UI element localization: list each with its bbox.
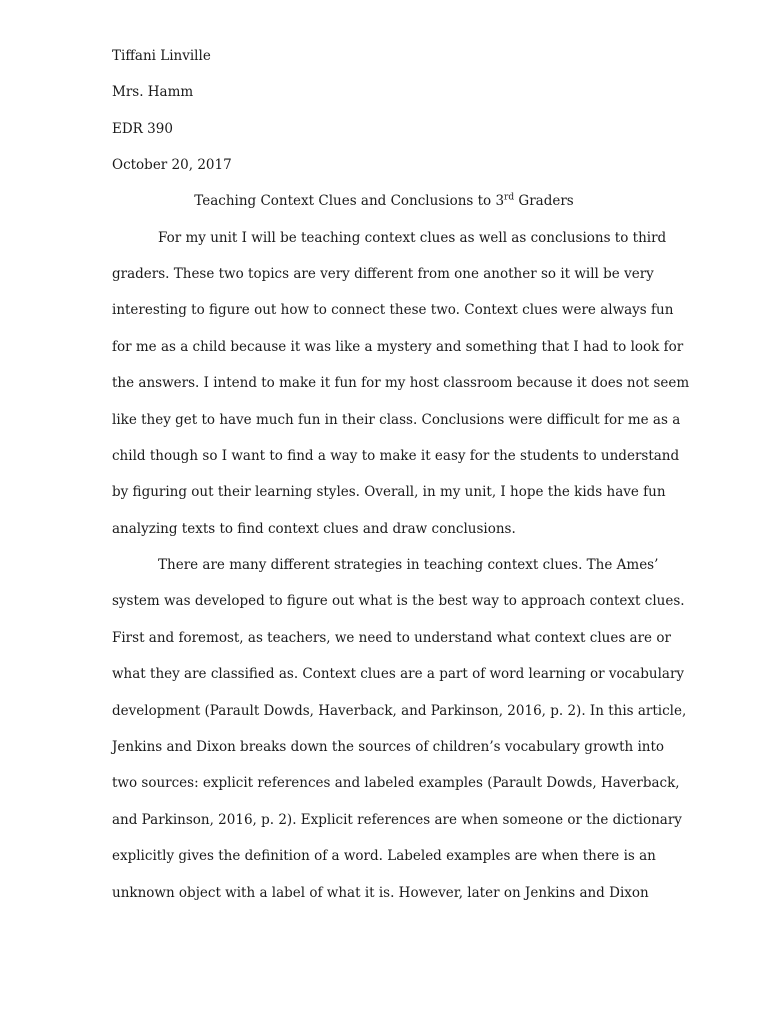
paragraph-line: First and foremost, as teachers, we need to understand what context clues are or: [112, 630, 671, 646]
paragraph-line: development (Parault Dowds, Haverback, and Parkinson, 2016, p. 2). In this article,: [112, 703, 687, 719]
title-text: Teaching Context Clues and Conclusions to 3: [194, 193, 505, 209]
paragraph-line: like they get to have much fun in their class. Conclusions were difficult for me as a: [112, 412, 681, 428]
paragraph-line: and Parkinson, 2016, p. 2). Explicit references are when someone or the dictionary: [112, 812, 682, 828]
instructor-name: Mrs. Hamm: [112, 84, 194, 100]
paragraph-line: child though so I want to find a way to make it easy for the students to understand: [112, 448, 680, 464]
paragraph-line: system was developed to figure out what is the best way to approach context clues.: [112, 593, 685, 609]
paragraph-line: by figuring out their learning styles. Overall, in my unit, I hope the kids have fun: [112, 484, 666, 500]
document-date: October 20, 2017: [112, 157, 232, 173]
paragraph-line: For my unit I will be teaching context clues as well as conclusions to third: [158, 230, 667, 246]
course-code: EDR 390: [112, 121, 173, 137]
document-title: [0, 192, 768, 210]
paragraph-line: unknown object with a label of what it is. However, later on Jenkins and Dixon: [112, 885, 649, 901]
author-name: Tiffani Linville: [112, 48, 211, 64]
paragraph-line: explicitly gives the definition of a word. Labeled examples are when there is an: [112, 848, 656, 864]
title-text-end: Graders: [514, 193, 574, 209]
paragraph-line: the answers. I intend to make it fun for my host classroom because it does not seem: [112, 375, 690, 391]
paragraph-line: interesting to figure out how to connect these two. Context clues were always fun: [112, 302, 674, 318]
title-superscript: rd: [504, 192, 515, 203]
paragraph-line: graders. These two topics are very different from one another so it will be very: [112, 266, 654, 282]
paragraph-line: two sources: explicit references and labeled examples (Parault Dowds, Haverback,: [112, 775, 680, 791]
paragraph-line: analyzing texts to find context clues and draw conclusions.: [112, 521, 516, 537]
paragraph-line: There are many different strategies in teaching context clues. The Ames’: [158, 557, 659, 573]
paragraph-line: for me as a child because it was like a mystery and something that I had to look for: [112, 339, 684, 355]
paragraph-line: what they are classified as. Context clues are a part of word learning or vocabulary: [112, 666, 685, 682]
paragraph-line: Jenkins and Dixon breaks down the sources of children’s vocabulary growth into: [112, 739, 665, 755]
